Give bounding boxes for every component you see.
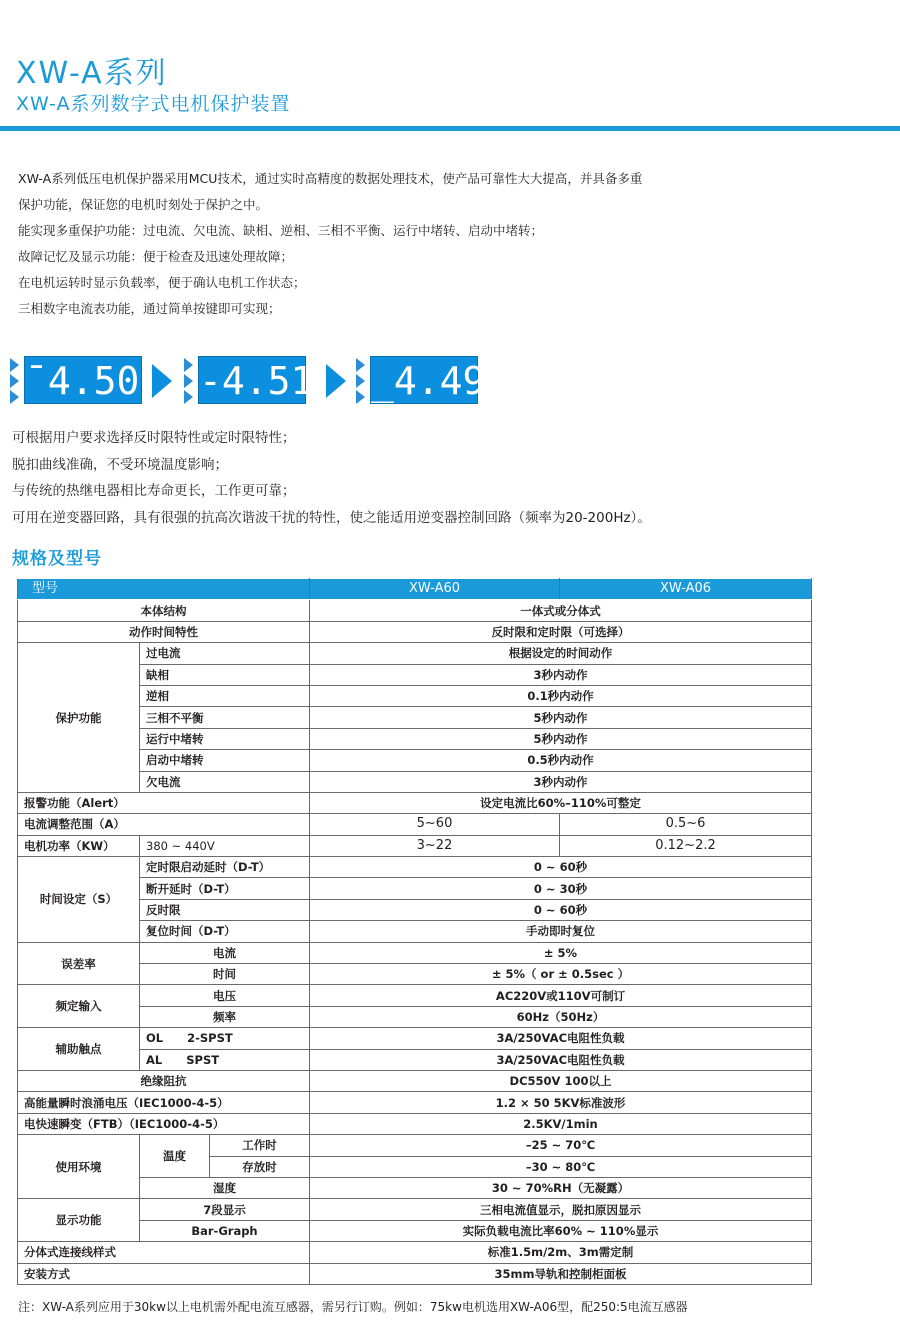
row-label: 电机功率（KW） — [18, 835, 140, 856]
table-row — [18, 814, 812, 835]
table-row — [18, 1263, 812, 1284]
row-value: 30 ~ 70%RH（无凝露） — [310, 1177, 812, 1198]
spec-table — [17, 578, 812, 1285]
row-value: AC220V或110V可制订 — [310, 985, 812, 1006]
group-label: 频定输入 — [18, 985, 140, 1028]
table-row — [18, 942, 812, 963]
row-item: 运行中堵转 — [140, 728, 310, 749]
row-value: 根据设定的时间动作 — [310, 643, 812, 664]
header-model-a60: XW-A60 — [310, 579, 560, 600]
row-item: 欠电流 — [140, 771, 310, 792]
feature-list — [12, 425, 872, 531]
row-item: 电压 — [140, 985, 310, 1006]
row-value: 5秒内动作 — [310, 728, 812, 749]
phase-indicator-icon — [184, 358, 196, 406]
table-row — [18, 985, 812, 1006]
row-value: 5秒内动作 — [310, 707, 812, 728]
row-value: 3A/250VAC电阻性负载 — [310, 1028, 812, 1049]
arrow-right-icon — [152, 364, 172, 398]
row-item: 过电流 — [140, 643, 310, 664]
row-value: 标准1.5m/2m、3m需定制 — [310, 1242, 812, 1263]
phase-indicator-icon — [356, 358, 368, 406]
table-row — [18, 1070, 812, 1091]
row-label: 绝缘阻抗 — [18, 1070, 310, 1091]
table-row — [18, 1199, 812, 1220]
row-value: 0 ~ 60秒 — [310, 857, 812, 878]
row-label: 安装方式 — [18, 1263, 310, 1284]
arrow-right-icon — [326, 364, 346, 398]
table-row — [18, 643, 812, 664]
intro-line: 故障记忆及显示功能：便于检查及迅速处理故障； — [18, 249, 294, 264]
display-examples — [10, 356, 490, 406]
row-item: 逆相 — [140, 685, 310, 706]
row-item: 时间 — [140, 964, 310, 985]
row-voltage: 380 ~ 440V — [140, 835, 310, 856]
row-value: 0.5秒内动作 — [310, 750, 812, 771]
intro-line: 三相数字电流表功能，通过简单按键即可实现； — [18, 301, 281, 316]
row-subitem: 存放时 — [210, 1156, 310, 1177]
table-row — [18, 1092, 812, 1113]
row-value-a60: 5~60 — [310, 814, 560, 835]
header — [16, 56, 290, 116]
intro-line: 保护功能，保证您的电机时刻处于保护之中。 — [18, 197, 269, 212]
row-value: 实际负载电流比率60% ~ 110%显示 — [310, 1220, 812, 1241]
feature-item: 脱扣曲线准确，不受环境温度影响； — [12, 456, 228, 473]
row-value: 0.1秒内动作 — [310, 685, 812, 706]
row-value: 35mm导轨和控制柜面板 — [310, 1263, 812, 1284]
table-header-row — [18, 579, 812, 600]
row-value: 0 ~ 60秒 — [310, 899, 812, 920]
spec-heading: 规格及型号 — [12, 549, 102, 569]
row-item: 定时限启动延时（D-T） — [140, 857, 310, 878]
table-row — [18, 600, 812, 621]
table-row — [18, 792, 812, 813]
table-row — [18, 835, 812, 856]
row-label: 动作时间特性 — [18, 621, 310, 642]
group-label: 使用环境 — [18, 1135, 140, 1199]
row-item: 温度 — [140, 1135, 210, 1178]
contact-type: AL — [146, 1052, 163, 1067]
table-row — [18, 1135, 812, 1156]
row-label: 高能量瞬时浪涌电压（IEC1000-4-5） — [18, 1092, 310, 1113]
row-value: 3A/250VAC电阻性负载 — [310, 1049, 812, 1070]
row-value: –30 ~ 80℃ — [310, 1156, 812, 1177]
row-value: 一体式或分体式 — [310, 600, 812, 621]
row-value: DC550V 100以上 — [310, 1070, 812, 1091]
row-item: 7段显示 — [140, 1199, 310, 1220]
row-item: 频率 — [140, 1006, 310, 1027]
row-value: –25 ~ 70℃ — [310, 1135, 812, 1156]
group-label: 辅助触点 — [18, 1028, 140, 1071]
row-value: 手动即时复位 — [310, 921, 812, 942]
row-item: Bar-Graph — [140, 1220, 310, 1241]
row-value-a06: 0.12~2.2 — [560, 835, 812, 856]
series-title: XW-A系列 — [16, 56, 168, 91]
header-model-label: 型号 — [18, 579, 310, 600]
contact-type: OL — [146, 1031, 164, 1046]
phase-indicator-icon — [10, 358, 22, 406]
group-label: 时间设定（S） — [18, 857, 140, 943]
row-value: 3秒内动作 — [310, 771, 812, 792]
table-row — [18, 1113, 812, 1134]
intro-line: 在电机运转时显示负载率，便于确认电机工作状态； — [18, 275, 306, 290]
table-row — [18, 621, 812, 642]
row-item: 缺相 — [140, 664, 310, 685]
intro-line: XW-A系列低压电机保护器采用MCU技术，通过实时高精度的数据处理技术，使产品可靠性大大提高，并具备多重 — [18, 171, 643, 186]
row-value-a60: 3~22 — [310, 835, 560, 856]
row-item: 反时限 — [140, 899, 310, 920]
row-label: 报警功能（Alert） — [18, 792, 310, 813]
row-item: 三相不平衡 — [140, 707, 310, 728]
group-label: 误差率 — [18, 942, 140, 985]
row-value: 1.2 × 50 5KV标准波形 — [310, 1092, 812, 1113]
contact-spec: 2-SPST — [187, 1031, 233, 1046]
table-row — [18, 1242, 812, 1263]
table-row — [18, 1028, 812, 1049]
group-label: 显示功能 — [18, 1199, 140, 1242]
intro-line: 能实现多重保护功能：过电流、欠电流、缺相、逆相、三相不平衡、运行中堵转、启动中堵转； — [18, 223, 544, 238]
row-item: 启动中堵转 — [140, 750, 310, 771]
feature-item: 可根据用户要求选择反时限特性或定时限特性； — [12, 430, 296, 446]
row-label: 分体式连接线样式 — [18, 1242, 310, 1263]
feature-item: 可用在逆变器回路，具有很强的抗高次谐波干扰的特性，使之能适用逆变器控制回路（频率为20-200Hz）。 — [12, 509, 651, 526]
row-subitem: 工作时 — [210, 1135, 310, 1156]
feature-item: 与传统的热继电器相比寿命更长，工作更可靠； — [12, 483, 296, 499]
intro-text — [18, 166, 838, 322]
row-value: ± 5%（ or ± 0.5sec ） — [310, 964, 812, 985]
row-value-a06: 0.5~6 — [560, 814, 812, 835]
row-value: 2.5KV/1min — [310, 1113, 812, 1134]
row-value: 三相电流值显示，脱扣原因显示 — [310, 1199, 812, 1220]
group-label: 保护功能 — [18, 643, 140, 793]
row-item — [140, 1049, 310, 1070]
row-value: ± 5% — [310, 942, 812, 963]
row-item: 湿度 — [140, 1177, 310, 1198]
header-divider — [0, 126, 900, 131]
header-model-a06: XW-A06 — [560, 579, 812, 600]
lcd-readout: ¯4.50 — [24, 356, 142, 404]
row-label: 本体结构 — [18, 600, 310, 621]
table-row — [18, 857, 812, 878]
lcd-readout: -4.51 — [198, 356, 306, 404]
row-label: 电流调整范围（A） — [18, 814, 310, 835]
contact-spec: SPST — [186, 1052, 220, 1067]
row-value: 3秒内动作 — [310, 664, 812, 685]
row-item: 复位时间（D-T） — [140, 921, 310, 942]
row-item: 电流 — [140, 942, 310, 963]
row-value: 0 ~ 30秒 — [310, 878, 812, 899]
row-item — [140, 1028, 310, 1049]
row-value: 反时限和定时限（可选择） — [310, 621, 812, 642]
lcd-readout: _4.49 — [370, 356, 478, 404]
row-value: 设定电流比60%–110%可整定 — [310, 792, 812, 813]
row-label: 电快速瞬变（FTB）（IEC1000-4-5） — [18, 1113, 310, 1134]
row-value: 60Hz（50Hz） — [310, 1006, 812, 1027]
row-item: 断开延时（D-T） — [140, 878, 310, 899]
footnote: 注：XW-A系列应用于30kw以上电机需外配电流互感器，需另行订购。例如：75kw电机选用XW-A06型，配250:5电流互感器 — [18, 1300, 688, 1314]
series-subtitle: XW-A系列数字式电机保护装置 — [16, 93, 291, 115]
